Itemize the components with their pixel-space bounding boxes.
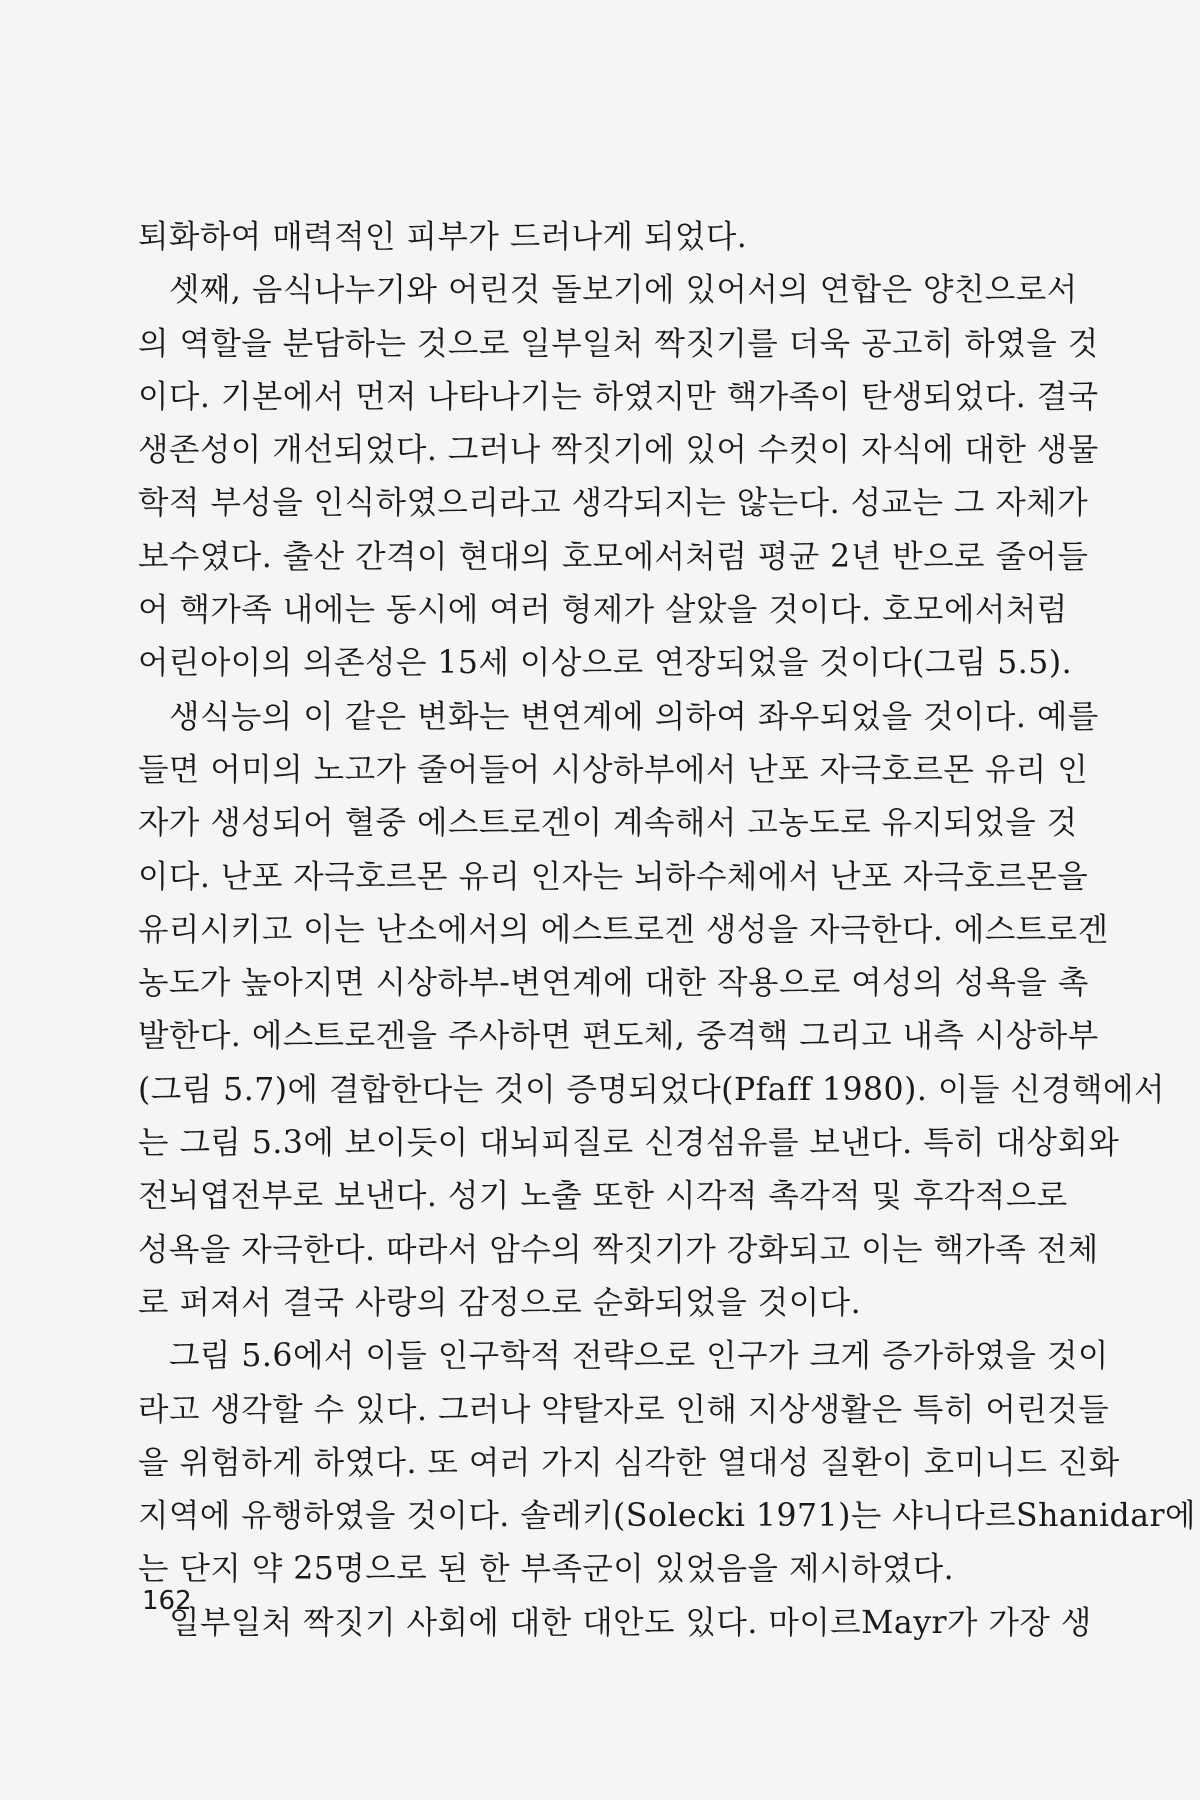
text-line: 생존성이 개선되었다. 그러나 짝짓기에 있어 수컷이 자식에 대한 생물 [138,432,1099,469]
text-line: 자가 생성되어 혈중 에스트로겐이 계속해서 고농도로 유지되었을 것 [138,805,1078,842]
text-line: 이다. 기본에서 먼저 나타나기는 하였지만 핵가족이 탄생되었다. 결국 [138,378,1099,415]
text-line: 학적 부성을 인식하였으리라고 생각되지는 않는다. 성교는 그 자체가 [138,485,1089,522]
text-line: 퇴화하여 매력적인 피부가 드러나게 되었다. [138,219,748,255]
page-number: 162 [142,1586,192,1616]
text-line: 어 핵가족 내에는 동시에 여러 형제가 살았을 것이다. 호모에서처럼 [138,592,1068,629]
text-line: 들면 어미의 노고가 줄어들어 시상하부에서 난포 자극호르몬 유리 인 [138,751,1089,788]
text-line: 어린아이의 의존성은 15세 이상으로 연장되었을 것이다(그림 5.5). [138,645,1073,682]
text-line: 발한다. 에스트로겐을 주사하면 편도체, 중격핵 그리고 내측 시상하부 [138,1018,1099,1055]
text-line: 셋째, 음식나누기와 어린것 돌보기에 있어서의 연합은 양친으로서 [169,272,1078,309]
text-line: 농도가 높아지면 시상하부-변연계에 대한 작용으로 여성의 성욕을 촉 [138,965,1089,1002]
text-line: 는 그림 5.3에 보이듯이 대뇌피질로 신경섬유를 보낸다. 특히 대상회와 [138,1125,1120,1162]
text-line: 로 퍼져서 결국 사랑의 감정으로 순화되었을 것이다. [138,1284,862,1321]
text-line: 유리시키고 이는 난소에서의 에스트로겐 생성을 자극한다. 에스트로겐 [138,911,1109,948]
text-line: 보수였다. 출산 간격이 현대의 호모에서처럼 평균 2년 반으로 줄어들 [138,538,1089,575]
text-line: 라고 생각할 수 있다. 그러나 약탈자로 인해 지상생활은 특히 어린것들 [138,1391,1110,1428]
text-line: (그림 5.7)에 결합한다는 것이 증명되었다(Pfaff 1980). 이들 신경핵에서 [138,1071,1165,1108]
text-line: 을 위험하게 하였다. 또 여러 가지 심각한 열대성 질환이 호미니드 진화 [138,1444,1120,1481]
text-line: 그림 5.6에서 이들 인구학적 전략으로 인구가 크게 증가하였을 것이 [169,1338,1109,1375]
text-line: 전뇌엽전부로 보낸다. 성기 노출 또한 시각적 촉각적 및 후각적으로 [138,1178,1068,1215]
text-line: 지역에 유행하였을 것이다. 솔레키(Solecki 1971)는 샤니다르Shanidar에 [138,1498,1196,1535]
text-line: 일부일처 짝짓기 사회에 대한 대안도 있다. 마이르Mayr가 가장 생 [169,1604,1092,1641]
text-line: 의 역할을 분담하는 것으로 일부일처 짝짓기를 더욱 공고히 하였을 것 [138,325,1099,362]
text-line: 이다. 난포 자극호르몬 유리 인자는 뇌하수체에서 난포 자극호르몬을 [138,858,1089,895]
text-line: 생식능의 이 같은 변화는 변연계에 의하여 좌우되었을 것이다. 예를 [169,698,1099,735]
body-text [138,211,1196,1650]
text-line: 는 단지 약 25명으로 된 한 부족군이 있었음을 제시하였다. [138,1551,955,1588]
text-line: 성욕을 자극한다. 따라서 암수의 짝짓기가 강화되고 이는 핵가족 전체 [138,1231,1099,1268]
